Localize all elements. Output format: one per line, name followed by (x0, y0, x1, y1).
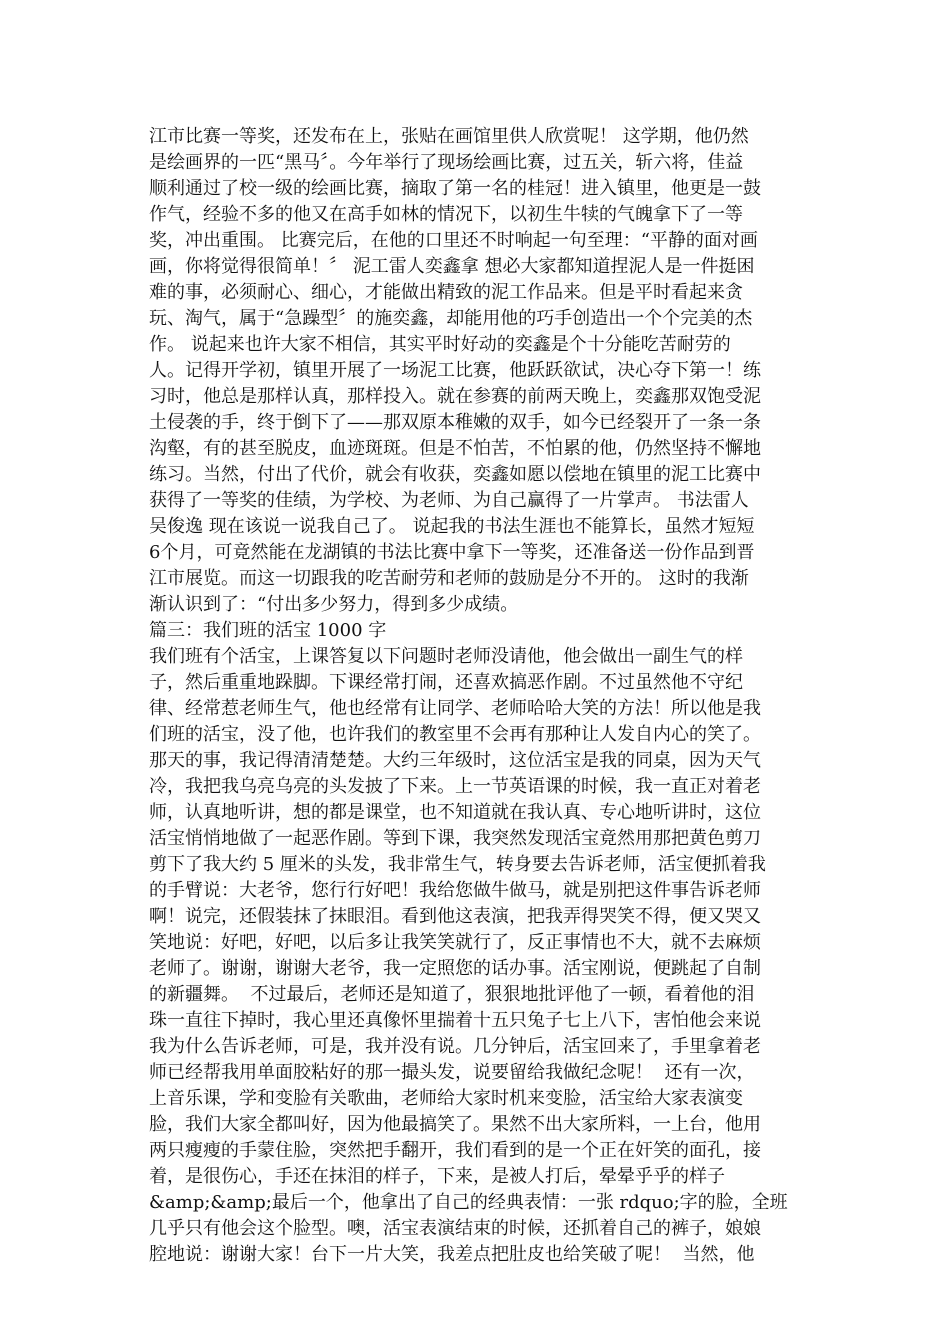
text-line: 的手臂说：大老爷，您行行好吧！我给您做牛做马，就是别把这件事告诉老师 (149, 880, 761, 901)
text-line: 笑地说：好吧，好吧，以后多让我笑笑就行了，反正事情也不大，就不去麻烦 (149, 932, 761, 953)
text-line: 上音乐课，学和变脸有关歌曲，老师给大家时机来变脸，活宝给大家表演变 (149, 1088, 743, 1109)
text-line: 作气，经验不多的他又在高手如林的情况下，以初生牛犊的气魄拿下了一等 (149, 204, 743, 225)
text-line: 啊！说完，还假装抹了抹眼泪。看到他这表演，把我弄得哭笑不得，便又哭又 (149, 906, 761, 927)
text-line: 奖，冲出重围。 比赛完后，在他的口里还不时响起一句至理：“平静的面对画 (149, 230, 758, 251)
text-line: 练习。当然，付出了代价，就会有收获，奕鑫如愿以偿地在镇里的泥工比赛中 (149, 464, 761, 485)
text-line: 作。 说起来也许大家不相信，其实平时好动的奕鑫是个十分能吃苦耐劳的 (149, 334, 731, 355)
text-line: 篇三：我们班的活宝 1000 字 (149, 620, 387, 641)
text-line: 土侵袭的手，终于倒下了——那双原本稚嫩的双手，如今已经裂开了一条一条 (149, 412, 761, 433)
text-line: 我们班有个活宝，上课答复以下问题时老师没请他，他会做出一副生气的样 (149, 646, 743, 667)
text-line: 们班的活宝，没了他，也许我们的教室里不会再有那种让人发自内心的笑了。 (149, 724, 761, 745)
text-line: 习时，他总是那样认真，那样投入。就在参赛的前两天晚上，奕鑫那双饱受泥 (149, 386, 761, 407)
text-line: 沟壑，有的甚至脱皮，血迹斑斑。但是不怕苦，不怕累的他，仍然坚持不懈地 (149, 438, 761, 459)
text-line: 子，然后重重地跺脚。下课经常打闹，还喜欢搞恶作剧。不过虽然他不守纪 (149, 672, 743, 693)
text-line: 人。记得开学初，镇里开展了一场泥工比赛，他跃跃欲试，决心夺下第一！练 (149, 360, 761, 381)
text-line: 腔地说：谢谢大家！台下一片大笑，我差点把肚皮也给笑破了呢！ 当然，他 (149, 1244, 755, 1265)
text-line: 江市展览。而这一切跟我的吃苦耐劳和老师的鼓励是分不开的。 这时的我渐 (149, 568, 749, 589)
text-line: 着，是很伤心，手还在抹泪的样子，下来，是被人打后，晕晕乎乎的样子 (149, 1166, 725, 1187)
text-line: 律、经常惹老师生气，他也经常有让同学、老师哈哈大笑的方法！所以他是我 (149, 698, 761, 719)
text-line: 师，认真地听讲，想的都是课堂，也不知道就在我认真、专心地听讲时，这位 (149, 802, 761, 823)
text-line: 几乎只有他会这个脸型。噢，活宝表演结束的时候，还抓着自己的裤子，娘娘 (149, 1218, 761, 1239)
text-line: 的新疆舞。 不过最后，老师还是知道了，狠狠地批评他了一顿，看着他的泪 (149, 984, 755, 1005)
document-body (149, 124, 809, 1268)
text-line: 吴俊逸 现在该说一说我自己了。 说起我的书法生涯也不能算长，虽然才短短 (149, 516, 755, 537)
text-line: 我为什么告诉老师，可是，我并没有说。几分钟后，活宝回来了，手里拿着老 (149, 1036, 761, 1057)
text-line: 玩、淘气，属于“急躁型〞的施奕鑫，却能用他的巧手创造出一个个完美的杰 (149, 308, 753, 329)
text-line: 江市比赛一等奖，还发布在上，张贴在画馆里供人欣赏呢！ 这学期，他仍然 (149, 126, 749, 147)
text-line: 两只瘦瘦的手蒙住脸，突然把手翻开，我们看到的是一个正在奸笑的面孔，接 (149, 1140, 761, 1161)
text-line: 老师了。谢谢，谢谢大老爷，我一定照您的话办事。活宝刚说，便跳起了自制 (149, 958, 761, 979)
text-line: 冷，我把我乌亮乌亮的头发披了下来。上一节英语课的时候，我一直正对着老 (149, 776, 761, 797)
text-line: 获得了一等奖的佳绩，为学校、为老师、为自己赢得了一片掌声。 书法雷人 (149, 490, 749, 511)
text-line: 是绘画界的一匹“黑马〞。今年举行了现场绘画比赛，过五关，斩六将，佳益 (149, 152, 744, 173)
text-line: 珠一直往下掉时，我心里还真像怀里揣着十五只兔子七上八下，害怕他会来说 (149, 1010, 761, 1031)
text-line: 难的事，必须耐心、细心，才能做出精致的泥工作品来。但是平时看起来贪 (149, 282, 743, 303)
text-line: &amp;&amp;最后一个，他拿出了自己的经典表情：一张 rdquo;字的脸，全班 (149, 1192, 788, 1213)
text-line: 6个月，可竟然能在龙湖镇的书法比赛中拿下一等奖，还准备送一份作品到晋 (149, 542, 755, 563)
text-line: 那天的事，我记得清清楚楚。大约三年级时，这位活宝是我的同桌，因为天气 (149, 750, 761, 771)
text-line: 画，你将觉得很简单！〞 泥工雷人奕鑫拿 想必大家都知道捏泥人是一件挺困 (149, 256, 755, 277)
text-line: 活宝悄悄地做了一起恶作剧。等到下课，我突然发现活宝竟然用那把黄色剪刀 (149, 828, 761, 849)
text-line: 脸，我们大家全都叫好，因为他最搞笑了。果然不出大家所料，一上台，他用 (149, 1114, 761, 1135)
text-line: 渐认识到了：“付出多少努力，得到多少成绩。 (149, 594, 519, 615)
text-line: 师已经帮我用单面胶粘好的那一撮头发，说要留给我做纪念呢！ 还有一次， (149, 1062, 755, 1083)
text-line: 剪下了我大约 5 厘米的头发，我非常生气，转身要去告诉老师，活宝便抓着我 (149, 854, 766, 875)
text-line: 顺利通过了校一级的绘画比赛，摘取了第一名的桂冠！进入镇里，他更是一鼓 (149, 178, 761, 199)
